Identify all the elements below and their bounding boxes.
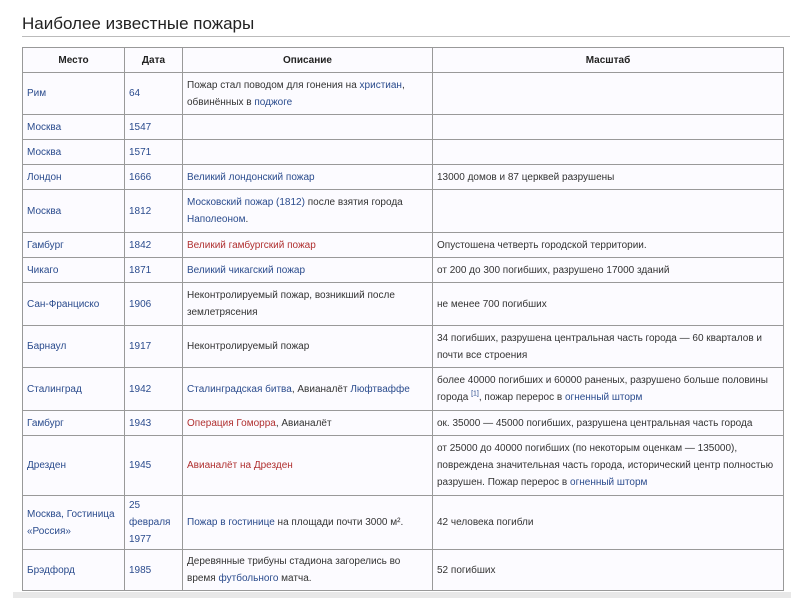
place-link[interactable]: Москва xyxy=(27,121,62,133)
date-cell xyxy=(125,496,183,550)
place-cell xyxy=(23,283,125,326)
date-cell xyxy=(125,233,183,258)
text-segment: Пожар стал поводом для гонения на xyxy=(187,79,360,91)
wiki-link[interactable]: Люфтваффе xyxy=(350,383,410,395)
table-row xyxy=(23,165,784,190)
place-link[interactable]: Барнаул xyxy=(27,341,67,352)
table-row xyxy=(23,140,784,165)
text-segment: Деревянные трибуны стадиона загорелись во время xyxy=(187,556,401,584)
scale-cell xyxy=(433,190,784,233)
date-cell xyxy=(125,283,183,326)
date-link[interactable]: 1942 xyxy=(129,383,152,395)
wiki-link[interactable]: Пожар в гостинице xyxy=(187,517,275,528)
date-link[interactable]: 1871 xyxy=(129,264,152,276)
description-cell xyxy=(183,326,433,368)
header-description: Описание xyxy=(183,48,433,73)
section-title: Наиболее известные пожары xyxy=(22,14,255,33)
date-cell xyxy=(125,115,183,140)
place-link[interactable]: Брэдфорд xyxy=(27,564,75,576)
date-link[interactable]: 1943 xyxy=(129,417,152,429)
table-row xyxy=(23,496,784,550)
date-link[interactable]: 1917 xyxy=(129,341,152,352)
text-segment: . xyxy=(245,214,249,225)
place-link[interactable]: Гамбург xyxy=(27,239,64,251)
description-cell xyxy=(183,165,433,190)
date-link[interactable]: 1945 xyxy=(129,460,152,471)
scale-cell xyxy=(433,436,784,496)
date-link[interactable]: 1812 xyxy=(129,205,152,217)
place-link[interactable]: Дрезден xyxy=(27,460,66,471)
scale-cell xyxy=(433,140,784,165)
date-cell xyxy=(125,368,183,411)
description-cell xyxy=(183,140,433,165)
scale-cell xyxy=(433,115,784,140)
scale-cell xyxy=(433,73,784,115)
place-cell xyxy=(23,258,125,283)
text-segment: Опустошена четверть городской территории. xyxy=(437,239,647,251)
place-cell xyxy=(23,233,125,258)
scale-cell xyxy=(433,496,784,550)
wiki-link[interactable]: футбольного xyxy=(218,573,279,584)
scale-cell xyxy=(433,368,784,411)
table-row xyxy=(23,73,784,115)
description-cell xyxy=(183,368,433,411)
place-cell xyxy=(23,190,125,233)
description-cell xyxy=(183,496,433,550)
date-link[interactable]: 1666 xyxy=(129,171,152,183)
place-cell xyxy=(23,326,125,368)
description-cell xyxy=(183,283,433,326)
text-segment: 13000 домов и 87 церквей разрушены xyxy=(437,171,615,183)
table-row xyxy=(23,368,784,411)
text-segment: , Авианалёт xyxy=(291,383,351,395)
table-row xyxy=(23,550,784,591)
date-link[interactable]: 1547 xyxy=(129,121,152,133)
table-row xyxy=(23,436,784,496)
date-cell xyxy=(125,326,183,368)
wiki-link[interactable]: Великий чикагский пожар xyxy=(187,264,306,276)
place-cell xyxy=(23,115,125,140)
place-link[interactable]: Москва, Гостиница «Россия» xyxy=(27,508,115,537)
text-segment: матча. xyxy=(278,573,312,584)
wiki-link[interactable]: Великий лондонский пожар xyxy=(187,171,315,183)
text-segment: Неконтролируемый пожар, возникший после землетрясения xyxy=(187,290,395,318)
description-cell xyxy=(183,436,433,496)
wiki-link[interactable]: Операция Гоморра xyxy=(187,417,276,429)
text-segment: 42 человека погибли xyxy=(437,517,534,528)
text-segment: на площади почти 3000 м². xyxy=(274,517,404,528)
table-row xyxy=(23,115,784,140)
wiki-link[interactable]: христиан xyxy=(359,79,402,91)
scale-cell xyxy=(433,550,784,591)
text-segment: от 25000 до 40000 погибших (по некоторым оценкам — 135000), повреждена значительная часть города, исторический центр полностью разрушен. Пожар перерос в xyxy=(437,443,774,488)
place-link[interactable]: Москва xyxy=(27,205,62,217)
text-segment: Неконтролируемый пожар xyxy=(187,341,310,352)
text-segment: после взятия города xyxy=(304,197,403,208)
date-cell xyxy=(125,165,183,190)
description-cell xyxy=(183,258,433,283)
date-cell xyxy=(125,436,183,496)
place-link[interactable]: Чикаго xyxy=(27,264,59,276)
table-row xyxy=(23,326,784,368)
date-cell xyxy=(125,550,183,591)
scale-cell xyxy=(433,165,784,190)
date-link[interactable]: 64 xyxy=(129,88,141,99)
text-segment: более 40000 погибших и 60000 раненых, разрушено больше половины города xyxy=(437,375,768,403)
text-segment: от 200 до 300 погибших, разрушено 17000 зданий xyxy=(437,264,670,276)
wiki-link[interactable]: Великий гамбургский пожар xyxy=(187,239,316,251)
scale-cell xyxy=(433,411,784,436)
header-scale: Масштаб xyxy=(433,48,784,73)
wiki-link[interactable]: Московский пожар (1812) xyxy=(187,197,305,208)
scale-cell xyxy=(433,258,784,283)
place-link[interactable]: Сан-Франциско xyxy=(27,298,100,310)
horizontal-scrollbar[interactable] xyxy=(13,592,791,598)
date-link[interactable]: 1842 xyxy=(129,239,152,251)
text-segment: не менее 700 погибших xyxy=(437,298,547,310)
description-cell xyxy=(183,115,433,140)
date-link[interactable]: 1985 xyxy=(129,564,152,576)
place-cell xyxy=(23,368,125,411)
scale-cell xyxy=(433,233,784,258)
date-cell xyxy=(125,411,183,436)
date-cell xyxy=(125,73,183,115)
table-row xyxy=(23,283,784,326)
place-cell xyxy=(23,411,125,436)
date-link[interactable]: 1906 xyxy=(129,298,152,310)
text-segment: , пожар перерос в xyxy=(478,392,565,403)
place-link[interactable]: Сталинград xyxy=(27,383,82,395)
table-row xyxy=(23,190,784,233)
place-cell xyxy=(23,140,125,165)
table-row xyxy=(23,233,784,258)
wiki-link[interactable]: Сталинградская битва xyxy=(187,383,292,395)
table-header-row xyxy=(23,48,784,73)
reference-link[interactable]: [1] xyxy=(471,390,479,398)
description-cell xyxy=(183,190,433,233)
date-cell xyxy=(125,190,183,233)
table-row xyxy=(23,411,784,436)
table-row xyxy=(23,258,784,283)
place-link[interactable]: Москва xyxy=(27,146,62,158)
description-cell xyxy=(183,411,433,436)
text-segment: ок. 35000 — 45000 погибших, разрушена центральная часть города xyxy=(437,417,753,429)
header-date: Дата xyxy=(125,48,183,73)
text-segment: , Авианалёт xyxy=(275,417,332,429)
place-cell xyxy=(23,73,125,115)
date-cell xyxy=(125,258,183,283)
header-place: Место xyxy=(23,48,125,73)
date-link[interactable]: 1571 xyxy=(129,146,152,158)
scale-cell xyxy=(433,326,784,368)
wiki-link[interactable]: Авианалёт на Дрезден xyxy=(187,460,293,471)
description-cell xyxy=(183,550,433,591)
wiki-link[interactable]: огненный шторм xyxy=(564,392,643,403)
place-cell xyxy=(23,550,125,591)
wiki-link[interactable]: поджоге xyxy=(254,96,293,108)
place-link[interactable]: Рим xyxy=(27,88,47,99)
text-segment: , обвинённых в xyxy=(187,79,405,108)
wiki-link[interactable]: Наполеоном xyxy=(187,214,246,225)
place-cell xyxy=(23,436,125,496)
text-segment: 34 погибших, разрушена центральная часть города — 60 кварталов и почти все строения xyxy=(437,332,762,361)
date-link[interactable]: 25 февраля 1977 xyxy=(129,500,171,545)
description-cell xyxy=(183,233,433,258)
scale-cell xyxy=(433,283,784,326)
text-segment: 52 погибших xyxy=(437,564,496,576)
place-cell xyxy=(23,165,125,190)
date-cell xyxy=(125,140,183,165)
title-divider xyxy=(22,36,790,37)
wiki-link[interactable]: огненный шторм xyxy=(570,477,648,488)
place-link[interactable]: Гамбург xyxy=(27,417,64,429)
fires-table xyxy=(22,47,784,591)
place-cell xyxy=(23,496,125,550)
description-cell xyxy=(183,73,433,115)
place-link[interactable]: Лондон xyxy=(27,171,62,183)
